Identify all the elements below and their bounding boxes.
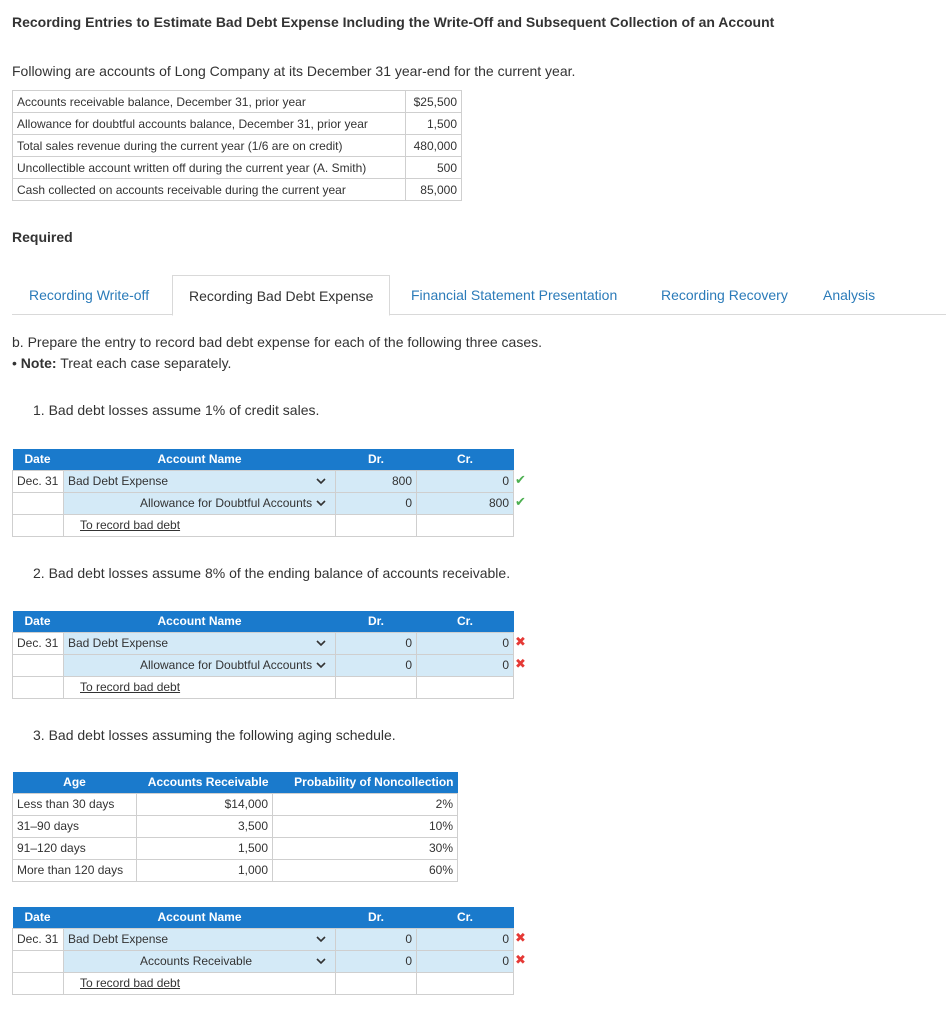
prob-cell: 10% [273, 815, 458, 837]
info-value: 500 [406, 157, 462, 179]
table-row [13, 793, 458, 815]
note-text: Treat each case separately. [56, 355, 232, 371]
date-cell [13, 676, 64, 698]
date-cell [13, 514, 64, 536]
header-row [13, 449, 514, 470]
credit-input[interactable]: 0 [417, 654, 514, 676]
journal-entry-table-3 [12, 907, 514, 995]
chevron-down-icon [315, 497, 327, 509]
table-row [13, 815, 458, 837]
journal-entry-table-2 [12, 611, 514, 699]
note-label: Note: [20, 355, 57, 371]
memo-text: To record bad debt [64, 676, 336, 698]
case-3-text: 3. Bad debt losses assuming the following aging schedule. [33, 727, 396, 743]
ar-header: Accounts Receivable [137, 772, 273, 793]
empty-cell [336, 972, 417, 994]
header-row [13, 772, 458, 793]
date-header: Date [13, 611, 64, 632]
table-row [13, 837, 458, 859]
account-header: Account Name [64, 611, 336, 632]
question-note [12, 353, 542, 374]
prob-header: Probability of Noncollection [273, 772, 458, 793]
required-heading: Required [12, 229, 73, 245]
info-label: Allowance for doubtful accounts balance, December 31, prior year [13, 113, 406, 135]
date-cell [13, 972, 64, 994]
cr-header: Cr. [417, 907, 514, 928]
info-label: Uncollectible account written off during the current year (A. Smith) [13, 157, 406, 179]
age-cell: Less than 30 days [13, 793, 137, 815]
account-select[interactable] [64, 928, 336, 950]
intro-text: Following are accounts of Long Company at its December 31 year-end for the current year. [12, 63, 576, 79]
memo-text: To record bad debt [64, 514, 336, 536]
info-label: Cash collected on accounts receivable during the current year [13, 179, 406, 201]
table-row [13, 179, 462, 201]
table-row [13, 157, 462, 179]
header-row [13, 611, 514, 632]
date-header: Date [13, 449, 64, 470]
chevron-down-icon [315, 659, 327, 671]
page-title: Recording Entries to Estimate Bad Debt Expense Including the Write-Off and Subsequent Collection of an Account [12, 14, 775, 30]
header-row [13, 907, 514, 928]
table-row [13, 950, 514, 972]
date-header: Date [13, 907, 64, 928]
table-row [13, 470, 514, 492]
credit-input[interactable]: 0 [417, 470, 514, 492]
date-cell [13, 492, 64, 514]
info-value: 1,500 [406, 113, 462, 135]
ar-cell: 1,000 [137, 859, 273, 881]
table-row [13, 928, 514, 950]
table-row [13, 972, 514, 994]
cr-header: Cr. [417, 449, 514, 470]
table-row [13, 91, 462, 113]
table-row [13, 135, 462, 157]
note-bullet: • [12, 355, 21, 371]
account-select-value: Bad Debt Expense [68, 932, 169, 946]
cr-header: Cr. [417, 611, 514, 632]
date-cell: Dec. 31 [13, 928, 64, 950]
account-select[interactable] [64, 470, 336, 492]
age-header: Age [13, 772, 137, 793]
check-icon: ✔ [515, 494, 526, 509]
empty-cell [417, 514, 514, 536]
date-cell: Dec. 31 [13, 632, 64, 654]
empty-cell [336, 676, 417, 698]
age-cell: 31–90 days [13, 815, 137, 837]
info-label: Accounts receivable balance, December 31, prior year [13, 91, 406, 113]
account-info-table [12, 90, 462, 201]
ar-cell: 3,500 [137, 815, 273, 837]
ar-cell: $14,000 [137, 793, 273, 815]
empty-cell [417, 676, 514, 698]
table-row [13, 632, 514, 654]
debit-input[interactable]: 800 [336, 470, 417, 492]
journal-entry-table-1 [12, 449, 514, 537]
debit-input[interactable]: 0 [336, 632, 417, 654]
account-select[interactable] [64, 950, 336, 972]
account-header: Account Name [64, 449, 336, 470]
memo-text: To record bad debt [64, 972, 336, 994]
empty-cell [417, 972, 514, 994]
info-value: 85,000 [406, 179, 462, 201]
tab-bar [12, 275, 946, 315]
prob-cell: 2% [273, 793, 458, 815]
empty-cell [336, 514, 417, 536]
debit-input[interactable]: 0 [336, 654, 417, 676]
tab-recording-bad-debt-expense[interactable]: Recording Bad Debt Expense [172, 275, 390, 316]
chevron-down-icon [315, 955, 327, 967]
chevron-down-icon [315, 475, 327, 487]
dr-header: Dr. [336, 449, 417, 470]
tab-financial-statement-presentation[interactable]: Financial Statement Presentation [411, 287, 618, 303]
cross-icon: ✖ [515, 930, 526, 945]
check-icon: ✔ [515, 472, 526, 487]
info-value: $25,500 [406, 91, 462, 113]
case-2-text: 2. Bad debt losses assume 8% of the ending balance of accounts receivable. [33, 565, 511, 581]
table-row [13, 654, 514, 676]
credit-input[interactable]: 0 [417, 928, 514, 950]
table-row [13, 492, 514, 514]
aging-schedule-table [12, 772, 458, 882]
table-row [13, 514, 514, 536]
cross-icon: ✖ [515, 656, 526, 671]
tab-analysis[interactable]: Analysis [823, 287, 876, 303]
date-cell: Dec. 31 [13, 470, 64, 492]
tab-recording-write-off[interactable]: Recording Write-off [29, 287, 150, 303]
chevron-down-icon [315, 933, 327, 945]
prob-cell: 60% [273, 859, 458, 881]
age-cell: 91–120 days [13, 837, 137, 859]
prob-cell: 30% [273, 837, 458, 859]
debit-input[interactable]: 0 [336, 950, 417, 972]
table-row [13, 676, 514, 698]
account-select-value: Allowance for Doubtful Accounts [140, 496, 313, 510]
tab-recording-recovery[interactable]: Recording Recovery [661, 287, 788, 303]
account-select[interactable] [64, 492, 336, 514]
date-cell [13, 950, 64, 972]
chevron-down-icon [315, 637, 327, 649]
account-select-value: Accounts Receivable [140, 954, 253, 968]
case-1-text: 1. Bad debt losses assume 1% of credit sales. [33, 402, 320, 418]
info-value: 480,000 [406, 135, 462, 157]
debit-input[interactable]: 0 [336, 928, 417, 950]
account-select-value: Allowance for Doubtful Accounts [140, 658, 313, 672]
info-label: Total sales revenue during the current year (1/6 are on credit) [13, 135, 406, 157]
account-header: Account Name [64, 907, 336, 928]
table-row [13, 113, 462, 135]
account-select[interactable] [64, 632, 336, 654]
question-line: b. Prepare the entry to record bad debt expense for each of the following three cases. [12, 334, 542, 350]
credit-input[interactable]: 0 [417, 632, 514, 654]
cross-icon: ✖ [515, 952, 526, 967]
account-select-value: Bad Debt Expense [68, 636, 169, 650]
cross-icon: ✖ [515, 634, 526, 649]
account-select-value: Bad Debt Expense [68, 474, 169, 488]
table-row [13, 859, 458, 881]
ar-cell: 1,500 [137, 837, 273, 859]
account-select[interactable] [64, 654, 336, 676]
debit-input[interactable]: 0 [336, 492, 417, 514]
age-cell: More than 120 days [13, 859, 137, 881]
date-cell [13, 654, 64, 676]
question-text [12, 332, 542, 374]
credit-input[interactable]: 0 [417, 950, 514, 972]
dr-header: Dr. [336, 907, 417, 928]
credit-input[interactable]: 800 [417, 492, 514, 514]
dr-header: Dr. [336, 611, 417, 632]
